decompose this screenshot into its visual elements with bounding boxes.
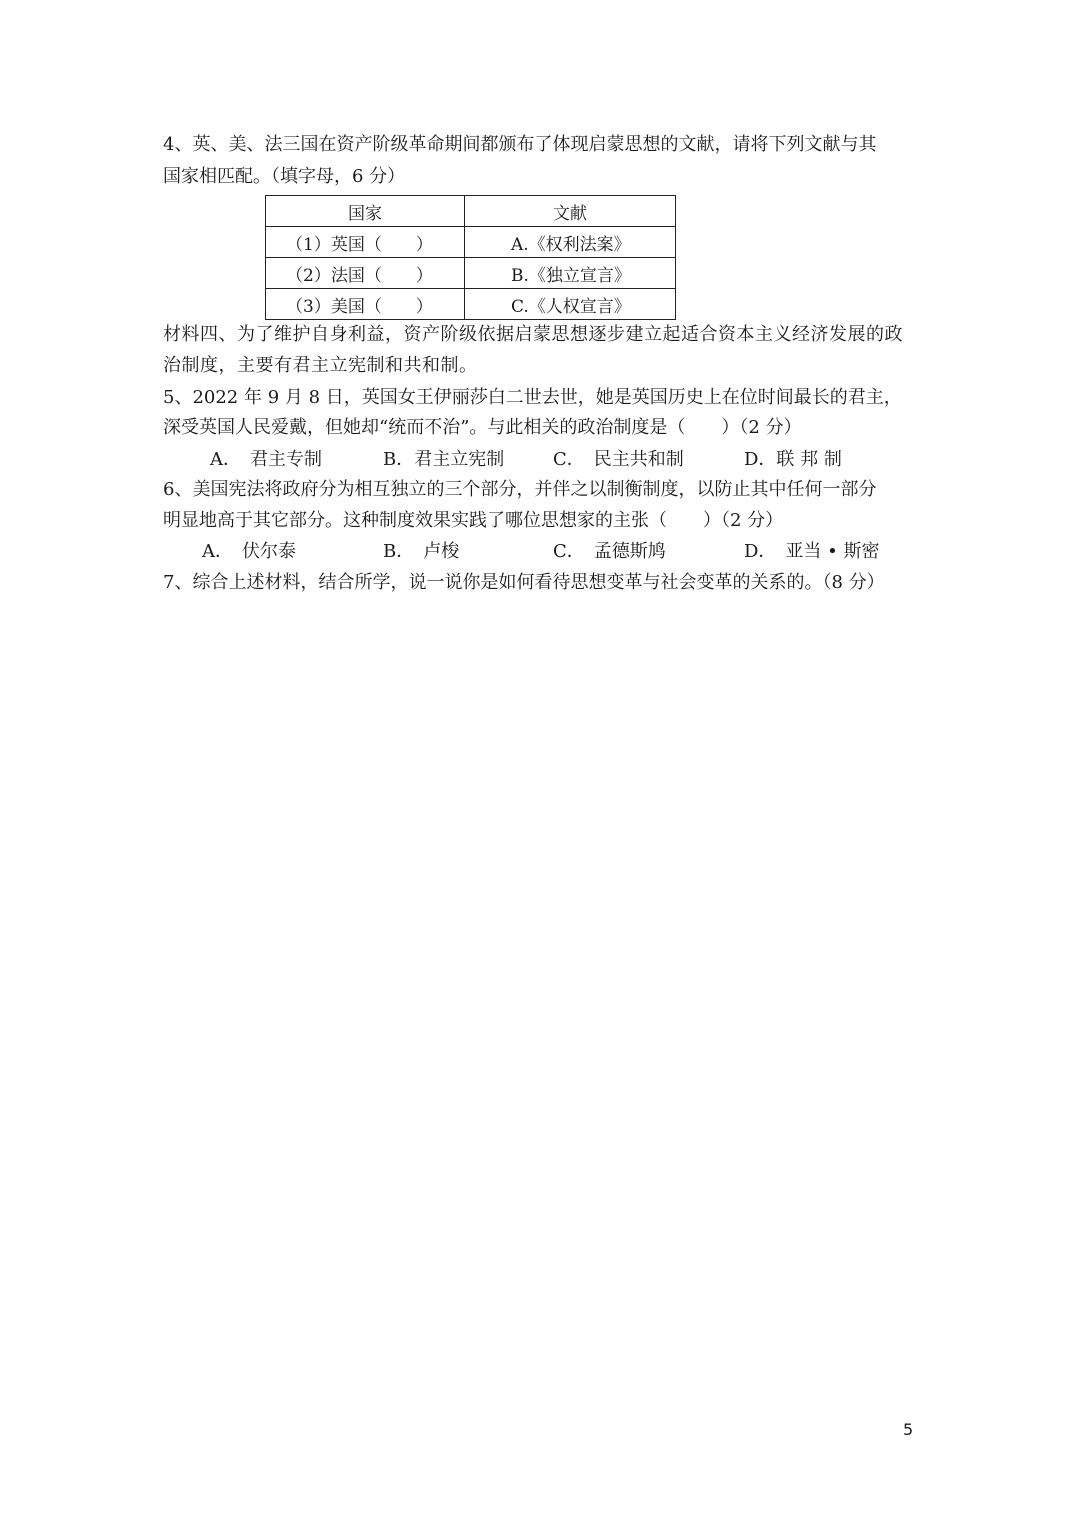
q4-matching-table <box>265 195 676 320</box>
q6-text-line1: 6、美国宪法将政府分为相互独立的三个部分，并伴之以制衡制度，以防止其中任何一部分 <box>163 479 877 500</box>
q5-option-a: A． 君主专制 <box>210 449 322 470</box>
table-cell-country-3: （3）美国（ ） <box>266 289 465 320</box>
q5-option-b: B．君主立宪制 <box>383 449 505 470</box>
q5-text-line2: 深受英国人民爱戴，但她却“统而不治”。与此相关的政治制度是（ ）（2 分） <box>163 417 802 438</box>
table-row <box>266 227 676 258</box>
table-header-country: 国家 <box>266 196 465 227</box>
table-header-row <box>266 196 676 227</box>
page-number: 5 <box>903 1420 914 1439</box>
table-header-document: 文献 <box>465 196 676 227</box>
material4-text-line1: 材料四、为了维护自身利益，资产阶级依据启蒙思想逐步建立起适合资本主义经济发展的政 <box>163 324 903 345</box>
q6-option-b: B． 卢梭 <box>383 541 460 562</box>
q7-text-line1: 7、综合上述材料，结合所学，说一说你是如何看待思想变革与社会变革的关系的。（8 分） <box>163 572 885 593</box>
table-row <box>266 289 676 320</box>
q6-text-line2: 明显地高于其它部分。这种制度效果实践了哪位思想家的主张（ ）（2 分） <box>163 510 784 531</box>
table-cell-country-2: （2）法国（ ） <box>266 258 465 289</box>
table-row <box>266 258 676 289</box>
q6-option-a: A． 伏尔泰 <box>202 541 296 562</box>
q6-option-d: D． 亚当 • 斯密 <box>744 541 880 562</box>
q5-option-c: C． 民主共和制 <box>553 449 684 470</box>
table-cell-document-3: C.《人权宣言》 <box>465 289 676 320</box>
table-cell-document-2: B.《独立宣言》 <box>465 258 676 289</box>
q5-option-d: D．联 邦 制 <box>744 449 842 470</box>
q6-option-c: C． 孟德斯鸠 <box>553 541 666 562</box>
q4-text-line1: 4、英、美、法三国在资产阶级革命期间都颁布了体现启蒙思想的文献，请将下列文献与其 <box>163 134 877 155</box>
material4-text-line2: 治制度，主要有君主立宪制和共和制。 <box>163 355 478 376</box>
table-cell-document-1: A.《权利法案》 <box>465 227 676 258</box>
q4-text-line2: 国家相匹配。（填字母，6 分） <box>163 166 406 187</box>
q5-text-line1: 5、2022 年 9 月 8 日，英国女王伊丽莎白二世去世，她是英国历史上在位时间最长的君主， <box>163 387 902 408</box>
table-cell-country-1: （1）英国（ ） <box>266 227 465 258</box>
